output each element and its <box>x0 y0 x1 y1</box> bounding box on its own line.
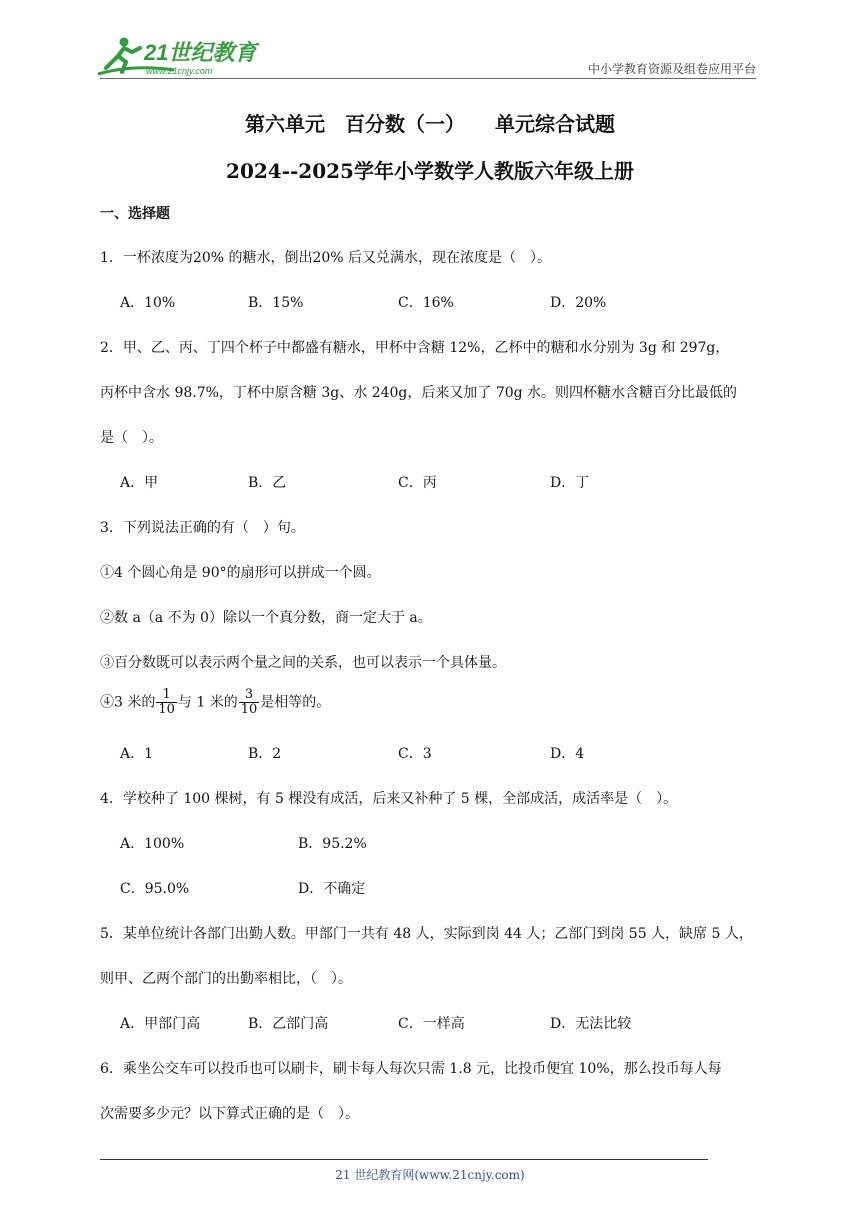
option-c: C．丙 <box>398 475 437 491</box>
option-a: A．甲部门高 <box>120 1016 201 1032</box>
runner-logo-icon <box>94 34 264 78</box>
question-2-options <box>120 472 780 492</box>
logo-text: 21世纪教育 <box>144 40 257 65</box>
logo-url: www.21cnjy.com <box>146 66 213 76</box>
option-c: C．95.0% <box>120 881 190 897</box>
question-1: 1．一杯浓度为20% 的糖水，倒出20% 后又兑满水，现在浓度是（ ）。 <box>100 250 552 266</box>
option-d: D．不确定 <box>298 881 366 897</box>
fraction-1 <box>156 688 177 717</box>
option-b: B．乙 <box>248 475 287 491</box>
statement-4 <box>100 688 760 717</box>
statement-4-part-c: 是相等的。 <box>260 694 331 711</box>
option-a: A．10% <box>120 295 176 311</box>
option-b: B．乙部门高 <box>248 1016 329 1032</box>
option-a: A．1 <box>120 746 154 762</box>
option-d: D．丁 <box>550 475 590 491</box>
question-2-line-3: 是（ ）。 <box>100 430 163 446</box>
option-a: A．甲 <box>120 475 159 491</box>
fraction-2-denominator: 10 <box>240 702 258 717</box>
statement-4-part-a: ④3 米的 <box>100 694 156 711</box>
header-divider <box>100 78 756 79</box>
fraction-2 <box>239 688 260 717</box>
footer-link[interactable]: 21 世纪教育网(www.21cnjy.com) <box>335 1168 525 1182</box>
question-5-line-1: 5．某单位统计各部门出勤人数。甲部门一共有 48 人，实际到岗 44 人；乙部门到岗 55 人，缺席 5 人， <box>100 926 753 942</box>
statement-1: ①4 个圆心角是 90°的扇形可以拼成一个圆。 <box>100 565 381 581</box>
question-6-line-2: 次需要多少元？以下算式正确的是（ ）。 <box>100 1106 359 1122</box>
option-b: B．2 <box>248 746 282 762</box>
header-tagline: 中小学教育资源及组卷应用平台 <box>587 62 756 76</box>
option-c: C．3 <box>398 746 432 762</box>
question-3: 3．下列说法正确的有（ ）句。 <box>100 520 305 536</box>
question-4-options-row-1 <box>120 833 780 853</box>
fraction-1-denominator: 10 <box>158 702 175 717</box>
fraction-1-numerator: 1 <box>156 688 177 703</box>
option-c: C．16% <box>398 295 454 311</box>
option-d: D．20% <box>550 295 607 311</box>
option-b: B．15% <box>248 295 304 311</box>
option-d: D．无法比较 <box>550 1016 632 1032</box>
question-4-options-row-2 <box>120 878 780 898</box>
statement-3: ③百分数既可以表示两个量之间的关系，也可以表示一个具体量。 <box>100 655 506 671</box>
site-logo <box>94 34 264 78</box>
fraction-2-numerator: 3 <box>239 688 260 703</box>
question-5-options <box>120 1013 780 1033</box>
question-6-line-1: 6．乘坐公交车可以投币也可以刷卡，刷卡每人每次只需 1.8 元，比投币便宜 10%，那么投币每人每 <box>100 1061 722 1077</box>
page-title: 第六单元 百分数（一） 单元综合试题 <box>245 112 615 136</box>
option-a: A．100% <box>120 836 185 852</box>
question-2-line-1: 2．甲、乙、丙、丁四个杯子中都盛有糖水，甲杯中含糖 12%，乙杯中的糖和水分别为 3g 和 297g， <box>100 340 730 356</box>
question-1-options <box>120 292 780 312</box>
option-c: C．一样高 <box>398 1016 465 1032</box>
option-b: B．95.2% <box>298 836 367 852</box>
statement-4-part-b: 与 1 米的 <box>177 694 238 711</box>
section-heading: 一、选择题 <box>100 206 170 222</box>
statement-2: ②数 a（a 不为 0）除以一个真分数，商一定大于 a。 <box>100 610 432 626</box>
question-4: 4．学校种了 100 棵树，有 5 棵没有成活，后来又补种了 5 棵，全部成活，成活率是（ ）。 <box>100 791 678 807</box>
option-d: D．4 <box>550 746 585 762</box>
question-5-line-2: 则甲、乙两个部门的出勤率相比，（ ）。 <box>100 971 352 987</box>
question-3-options <box>120 743 780 763</box>
question-2-line-2: 丙杯中含水 98.7%，丁杯中原含糖 3g、水 240g，后来又加了 70g 水。则四杯糖水含糖百分比最低的 <box>100 385 738 401</box>
footer-divider <box>100 1159 708 1160</box>
page-subtitle: 2024--2025学年小学数学人教版六年级上册 <box>226 159 634 183</box>
